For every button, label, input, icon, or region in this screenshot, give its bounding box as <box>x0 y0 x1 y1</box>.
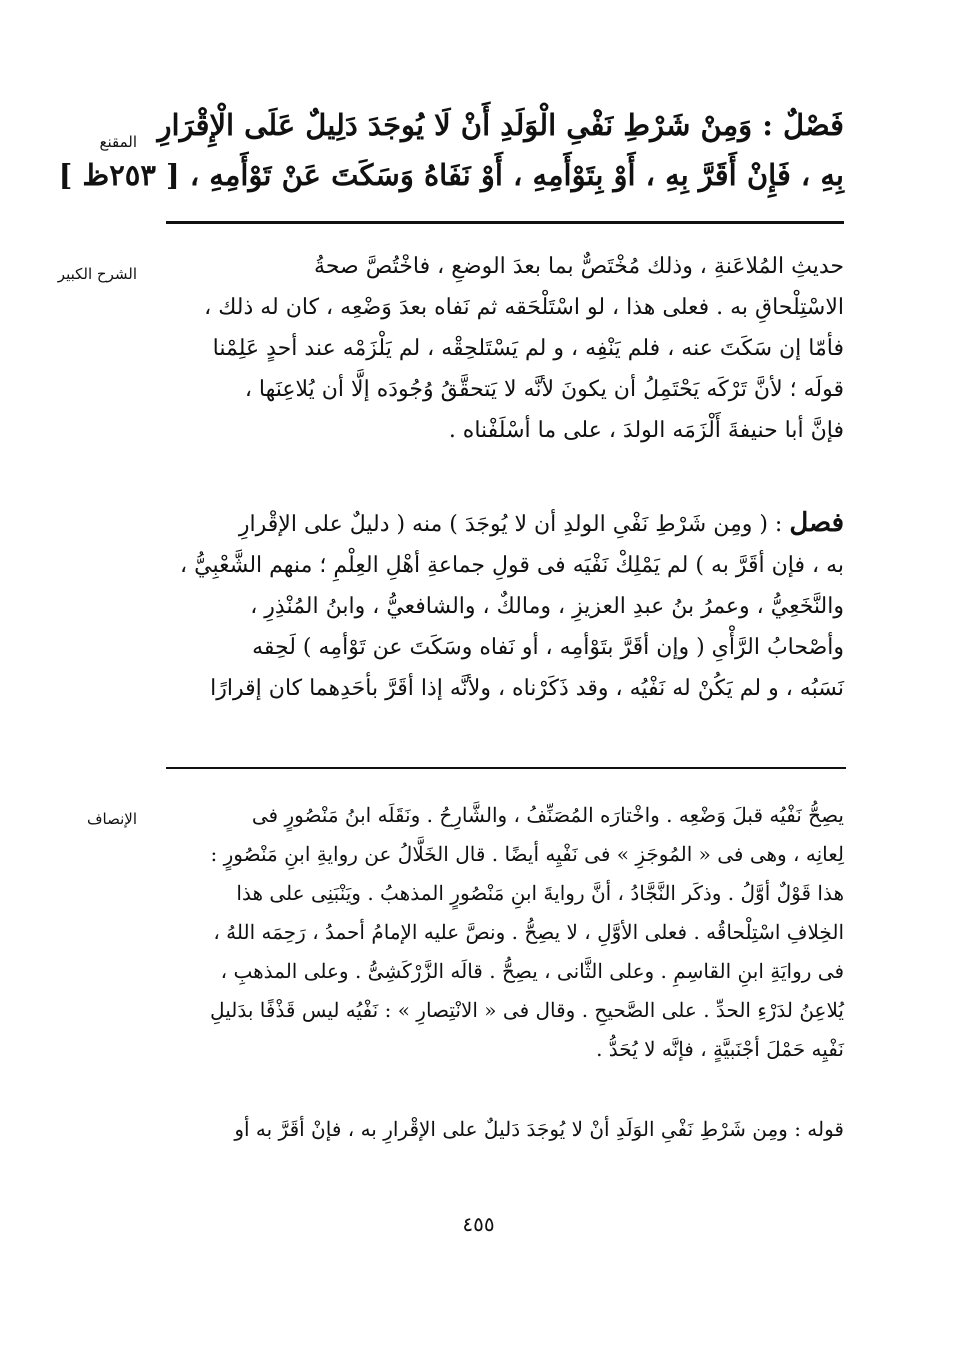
sharh-fasl-text <box>164 503 844 709</box>
sharh-line: قولَه ؛ لأنَّ تَرْكَه يَحْتَمِلُ أن يكونَ لأنَّه لا يَتحقَّقُ وُجُودَه إلَّا أن يُلاعِنَها ، <box>244 377 844 402</box>
insaf-line: يُلاعِنُ لدَرْءِ الحدِّ . على الصَّحيحِ . وقال فى « الانْتِصارِ » : نَفْيُه ليس قَذْفًا بدَليلِ <box>210 998 844 1022</box>
fasl-heading: فصل <box>789 508 844 538</box>
sharh-line: الاسْتِلْحاقِ به . فعلى هذا ، لو اسْتَلْحَقه ثم نَفاه بعدَ وَضْعِه ، كان له ذلك ، <box>204 295 844 320</box>
insaf-line: يصِحُّ نَفْيُه قبلَ وَضْعِه . واخْتارَه المُصَنِّفُ ، والشَّارِحُ . ونَقَلَه ابنُ مَنْصُورٍ فى <box>251 803 844 827</box>
sharh-fasl-line-text: : ( ومِن شَرْطِ نَفْىِ الولدِ أن لا يُوجَدَ ) منه ( دليلٌ على الإقْرارِ <box>238 512 790 537</box>
insaf-line: نَفْيِه حَمْلَ أجْنَبيَّةٍ ، فإنَّه لا يُحَدُّ . <box>596 1037 844 1061</box>
sharh-fasl-line <box>164 503 844 545</box>
insaf-line: لِعانِه ، وهى فى « المُوجَزِ » فى نَفْيِه أيضًا . قال الخَلَّالُ عن روايةِ ابنِ مَنْصُورٍ : <box>210 842 844 866</box>
sharh-fasl-line: نَسَبُه ، و لم يَكُنْ له نَفْيُه ، وقد ذَكَرْناه ، ولأنَّه إذا أقَرَّ بأحَدِهما كان إقرارًا <box>210 676 844 701</box>
label-insaf: الإنصاف <box>86 810 137 828</box>
sharh-fasl-line: والنَّخَعِيُّ ، وعمرُ بنُ عبدِ العزيزِ ، ومالكٌ ، والشافعيُّ ، وابنُ المُنْذِرِ ، <box>250 594 844 619</box>
sharh-fasl-line: به ، فإن أقَرَّ به ) لم يَمْلِكْ نَفْيَه فى قولِ جماعةِ أهْلِ العِلْمِ ؛ منهم الشَّعْبِيُّ ، <box>180 553 844 578</box>
insaf-line: الخِلافِ اسْتِلْحاقُه . فعلى الأوَّلِ ، لا يصِحُّ . ونصَّ عليه الإمامُ أحمدُ ، رَحِمَه اللهُ ، <box>213 920 844 944</box>
section-divider <box>166 221 844 224</box>
muqni-line: فَصْلٌ : وَمِنْ شَرْطِ نَفْىِ الْوَلَدِ أَنْ لَا يُوجَدَ دَلِيلٌ عَلَى الْإِقْرَارِ <box>157 108 844 142</box>
insaf-text <box>164 796 844 1069</box>
qawluhu-line: قوله : ومِن شَرْطِ نَفْىِ الوَلَدِ أنْ لا يُوجَدَ دَليلٌ على الإقْرارِ به ، فإنْ أقَرَّ به أو <box>234 1117 844 1141</box>
label-sharh: الشرح الكبير <box>57 265 137 283</box>
insaf-line: هذا قَوْلٌ أوَّلُ . وذكَر النَّجَّادُ ، أنَّ روايةَ ابنِ مَنْصُورٍ المذهبُ . ويَنْبَنِى على هذا <box>236 881 844 905</box>
sharh-line: فأمّا إن سَكَتَ عنه ، فلم يَنْفِه ، و لم يَسْتَلحِقْه ، لم يَلْزَمْه عند أحدٍ عَلِمْنا <box>212 336 844 361</box>
muqni-line: بِهِ ، فَإِنْ أَقَرَّ بِهِ ، أَوْ بِتَوْأَمِهِ ، أَوْ نَفَاهُ وَسَكَتَ عَنْ تَوْأَمِهِ ، [ ٢٥٣ظ ] <box>58 158 844 192</box>
insaf-qawluhu <box>164 1110 844 1149</box>
insaf-line: فى روايَةِ ابنِ القاسِمِ . وعلى الثَّانى ، يصِحُّ . قالَه الزَّرْكَشِىُّ . وعلى المذهبِ ، <box>220 959 844 983</box>
sharh-text <box>164 246 844 451</box>
section-divider <box>166 767 846 769</box>
page-number: ٤٥٥ <box>462 1212 495 1236</box>
sharh-line: حديثِ المُلاعَنةِ ، وذلك مُخْتَصٌّ بما بعدَ الوضعِ ، فاخْتُصَّ صحةُ <box>314 254 844 279</box>
label-muqni: المقنع <box>99 133 137 151</box>
sharh-fasl-line: وأصْحابُ الرَّأْىِ ( وإن أقَرَّ بتَوْأمِه ، أو نَفاه وسَكَتَ عن تَوْأمِه ) لَحِقه <box>252 635 844 660</box>
sharh-line: فإنَّ أبا حنيفةَ أَلْزَمَه الولدَ ، على ما أسْلَفْناه . <box>448 418 844 443</box>
